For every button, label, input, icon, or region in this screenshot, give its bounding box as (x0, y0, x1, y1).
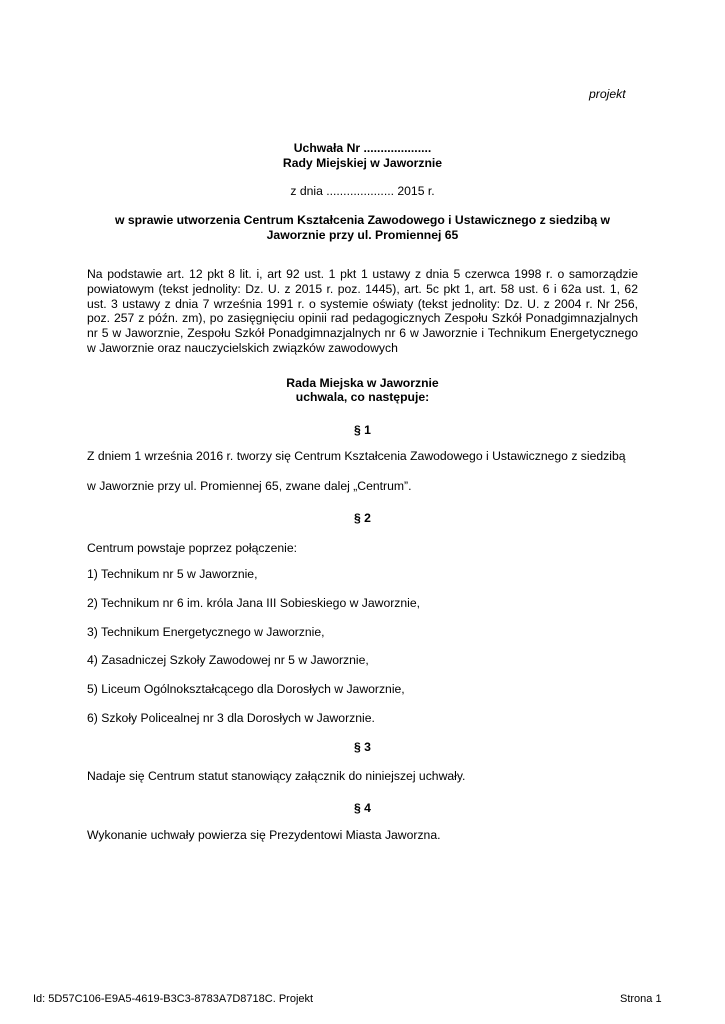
section-3-heading: § 3 (354, 740, 371, 754)
projekt-label: projekt (589, 87, 626, 101)
preamble: Na podstawie art. 12 pkt 8 lit. i, art 92 ust. 1 pkt 1 ustawy z dnia 5 czerwca 1998 r. o samorządzie powiatowym (tekst jednolity: Dz. U. z 2015 r. poz. 1445), art. 5c pkt 1, art. 58 ust. 6 i 62a ust. 1, 62 ust. 3 ustawy z dnia 7 września 1991 r. o systemie oświaty (tekst jednolity: Dz. U. z 2004 r. Nr 256, poz. 257 z późn. zm), po zasięgnięciu opinii rad pedagogicznych Zespołu Szkół Ponadgimnazjalnych nr 5 w Jaworznie, Zespołu Szkół Ponadgimnazjalnych nr 6 w Jaworznie i Technikum Energetycznego w Jaworznie oraz nauczycielskich związków zawodowych (87, 267, 638, 355)
section-1-line-2: w Jaworznie przy ul. Promiennej 65, zwane dalej „Centrum”. (87, 479, 412, 493)
resolves-line-1: Rada Miejska w Jaworznie (286, 376, 439, 390)
resolution-number: Uchwała Nr .................... (293, 141, 432, 155)
footer-page-number: Strona 1 (620, 993, 662, 1005)
section-2-heading: § 2 (354, 511, 371, 525)
subject-line-2: Jaworznie przy ul. Promiennej 65 (266, 228, 459, 242)
section-4-text: Wykonanie uchwały powierza się Prezydentowi Miasta Jaworzna. (87, 828, 441, 842)
list-item: 4) Zasadniczej Szkoły Zawodowej nr 5 w Jaworznie, (87, 653, 369, 667)
resolution-date: z dnia .................... 2015 r. (290, 184, 435, 198)
list-item: 2) Technikum nr 6 im. króla Jana III Sobieskiego w Jaworznie, (87, 596, 421, 610)
resolves-line-2: uchwala, co następuje: (295, 390, 430, 404)
list-item: 6) Szkoły Policealnej nr 3 dla Dorosłych w Jaworznie. (87, 711, 375, 725)
council-name: Rady Miejskiej w Jaworznie (282, 156, 443, 170)
list-item: 1) Technikum nr 5 w Jaworznie, (87, 567, 258, 581)
section-1-heading: § 1 (354, 423, 371, 437)
list-item: 3) Technikum Energetycznego w Jaworznie, (87, 625, 325, 639)
section-1-line-1: Z dniem 1 września 2016 r. tworzy się Centrum Kształcenia Zawodowego i Ustawicznego z siedzibą (87, 449, 626, 463)
subject-line-1: w sprawie utworzenia Centrum Kształcenia Zawodowego i Ustawicznego z siedzibą w (114, 213, 611, 227)
section-3-text: Nadaje się Centrum statut stanowiący załącznik do niniejszej uchwały. (87, 769, 466, 783)
footer-document-id: Id: 5D57C106-E9A5-4619-B3C3-8783A7D8718C. Projekt (33, 993, 314, 1005)
section-4-heading: § 4 (354, 801, 371, 815)
section-2-intro: Centrum powstaje poprzez połączenie: (87, 541, 298, 555)
list-item: 5) Liceum Ogólnokształcącego dla Dorosłych w Jaworznie, (87, 682, 405, 696)
